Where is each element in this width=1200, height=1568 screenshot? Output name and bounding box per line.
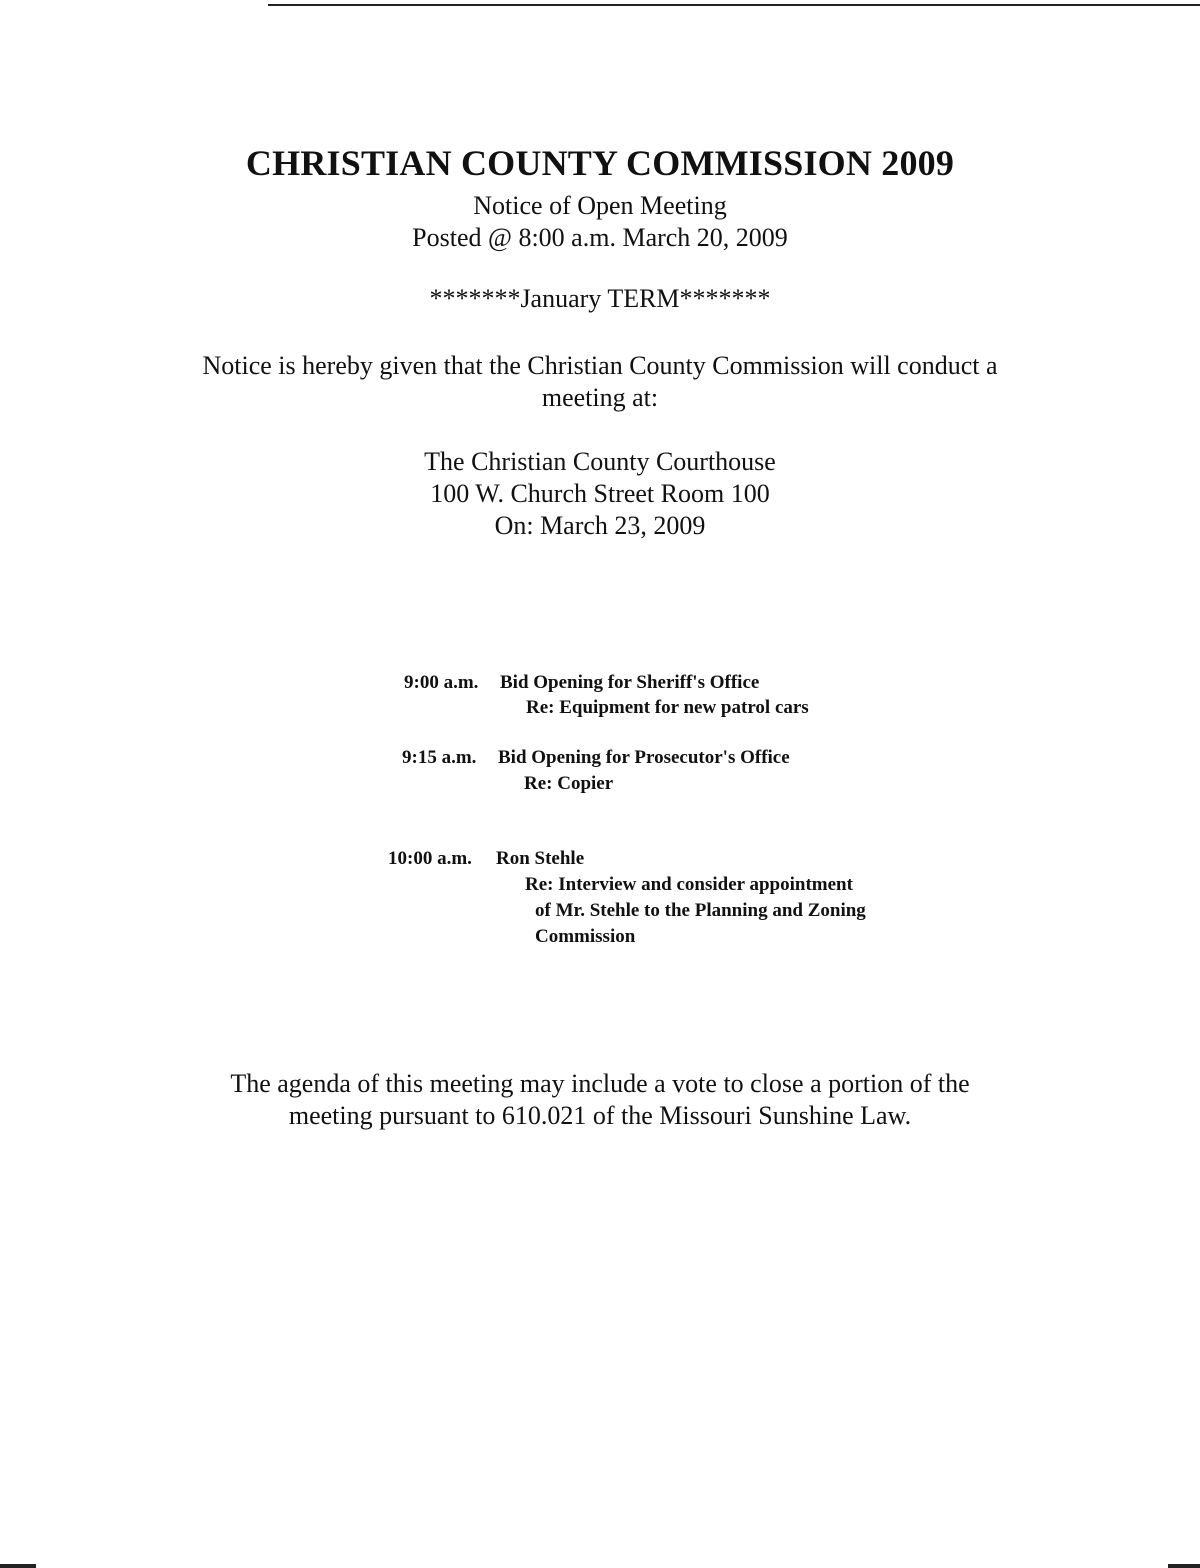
agenda-subject: Bid Opening for Prosecutor's Office <box>498 747 790 768</box>
scan-edge-mark <box>1168 1564 1200 1568</box>
agenda-subject: Bid Opening for Sheriff's Office <box>500 672 760 693</box>
scan-edge-mark <box>0 1564 36 1568</box>
agenda-re-line: Re: Interview and consider appointment <box>525 874 853 895</box>
document-title: CHRISTIAN COUNTY COMMISSION 2009 <box>245 143 955 183</box>
notice-paragraph <box>150 350 1050 414</box>
footer-line-1: The agenda of this meeting may include a vote to close a portion of the <box>230 1069 970 1098</box>
agenda-re-line: of Mr. Stehle to the Planning and Zoning <box>535 900 866 921</box>
agenda-time: 10:00 a.m. <box>388 848 472 869</box>
location-date: On: March 23, 2009 <box>494 511 706 540</box>
location-building: The Christian County Courthouse <box>424 447 776 476</box>
subtitle-line-notice: Notice of Open Meeting <box>473 191 727 220</box>
sunshine-law-notice <box>0 1068 1200 1132</box>
meeting-location <box>0 446 1200 542</box>
agenda-re-line: Re: Copier <box>524 773 614 794</box>
subtitle-line-posted: Posted @ 8:00 a.m. March 20, 2009 <box>412 223 788 252</box>
agenda-time: 9:00 a.m. <box>404 672 479 693</box>
notice-subtitle <box>0 190 1200 254</box>
agenda-time: 9:15 a.m. <box>402 747 477 768</box>
top-scan-rule <box>268 4 1200 6</box>
footer-line-2: meeting pursuant to 610.021 of the Missouri Sunshine Law. <box>288 1101 912 1130</box>
term-heading: *******January TERM******* <box>429 284 771 313</box>
location-address: 100 W. Church Street Room 100 <box>430 479 770 508</box>
agenda-re-line: Re: Equipment for new patrol cars <box>526 697 809 718</box>
notice-line-2: meeting at: <box>541 383 659 412</box>
agenda-subject: Ron Stehle <box>496 848 585 869</box>
agenda-re-line: Commission <box>535 926 636 947</box>
notice-line-1: Notice is hereby given that the Christian County Commission will conduct a <box>202 351 998 380</box>
